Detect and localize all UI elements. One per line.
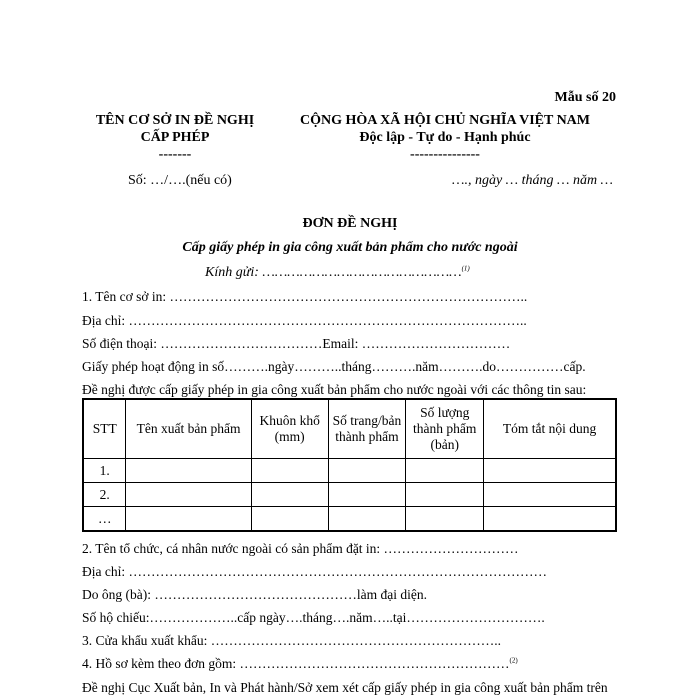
products-table xyxy=(82,398,617,532)
table-row xyxy=(83,507,616,532)
cell-size xyxy=(251,483,328,507)
license-line: Giấy phép hoạt động in số……….ngày………..tháng……….năm……….do……………cấp. xyxy=(82,359,586,374)
cell-quantity xyxy=(406,507,484,532)
cell-title xyxy=(126,507,251,532)
document-subtitle: Cấp giấy phép in gia công xuất bản phẩm cho nước ngoài xyxy=(182,240,518,255)
header-size: Khuôn khổ (mm) xyxy=(251,399,328,459)
cell-title xyxy=(126,483,251,507)
cell-summary xyxy=(484,507,616,532)
attachments-line xyxy=(82,656,518,672)
right-divider: --------------- xyxy=(410,147,480,162)
document-date: …., ngày … tháng … năm … xyxy=(452,173,614,188)
representative-line: Do ông (bà): ………………………………………làm đại diện. xyxy=(82,587,427,602)
passport-line: Số hộ chiếu:………………..cấp ngày….tháng….năm…..tại…………………………. xyxy=(82,610,545,625)
left-header xyxy=(80,112,270,163)
attachments-text: 4. Hồ sơ kèm theo đơn gồm: …………………………………………………… xyxy=(82,656,510,671)
header-stt: STT xyxy=(83,399,126,459)
header-summary: Tóm tắt nội dung xyxy=(484,399,616,459)
header-quantity: Số lượng thành phẩm (bản) xyxy=(406,399,484,459)
cell-pages xyxy=(328,483,406,507)
cell-title xyxy=(126,459,251,483)
header-title: Tên xuất bản phẩm xyxy=(126,399,251,459)
cell-summary xyxy=(484,459,616,483)
request-review-line: Đề nghị Cục Xuất bản, In và Phát hành/Sở xem xét cấp giấy phép in gia công xuất bản phẩm trên xyxy=(82,680,608,695)
cell-quantity xyxy=(406,459,484,483)
cell-quantity xyxy=(406,483,484,507)
recipient-text: Kính gửi: ………………………………………… xyxy=(205,265,462,280)
org-name-line1: TÊN CƠ SỞ IN ĐỀ NGHỊ xyxy=(95,113,255,128)
request-line: Đề nghị được cấp giấy phép in gia công xuất bản phẩm cho nước ngoài với các thông tin sau: xyxy=(82,382,587,397)
cell-size xyxy=(251,459,328,483)
address-line: Địa chỉ: …………………………………………………………………………….. xyxy=(82,313,527,328)
org-name-line2: CẤP PHÉP xyxy=(140,130,210,145)
country-name: CỘNG HÒA XÃ HỘI CHỦ NGHĨA VIỆT NAM xyxy=(299,113,590,128)
cell-size xyxy=(251,507,328,532)
document-title: ĐƠN ĐỀ NGHỊ xyxy=(302,216,398,231)
cell-stt: 2. xyxy=(83,483,126,507)
left-divider: ------- xyxy=(158,147,192,162)
cell-stt: … xyxy=(83,507,126,532)
cell-pages xyxy=(328,459,406,483)
table-row xyxy=(83,483,616,507)
document-number: Số: …/….(nếu có) xyxy=(128,173,232,188)
footnote-ref-1: (1) xyxy=(461,264,470,273)
form-code: Mẫu số 20 xyxy=(554,90,616,105)
recipient-line xyxy=(205,265,470,281)
foreign-address-line: Địa chỉ: ………………………………………………………………………………… xyxy=(82,564,547,579)
cell-stt: 1. xyxy=(83,459,126,483)
table-header-row xyxy=(83,399,616,459)
national-motto: Độc lập - Tự do - Hạnh phúc xyxy=(359,130,531,145)
foreign-org-line: 2. Tên tổ chức, cá nhân nước ngoài có sản phẩm đặt in: ………………………… xyxy=(82,541,519,556)
footnote-ref-2: (2) xyxy=(509,656,518,665)
phone-email-line: Số điện thoại: ………………………………Email: …………………………… xyxy=(82,336,511,351)
header-pages: Số trang/bản thành phẩm xyxy=(328,399,406,459)
right-header xyxy=(290,112,600,163)
cell-summary xyxy=(484,483,616,507)
export-gate-line: 3. Cửa khẩu xuất khẩu: ……………………………………………………….. xyxy=(82,633,502,648)
table-row xyxy=(83,459,616,483)
facility-name-line: 1. Tên cơ sở in: …………………………………………………………………….. xyxy=(82,289,528,304)
cell-pages xyxy=(328,507,406,532)
